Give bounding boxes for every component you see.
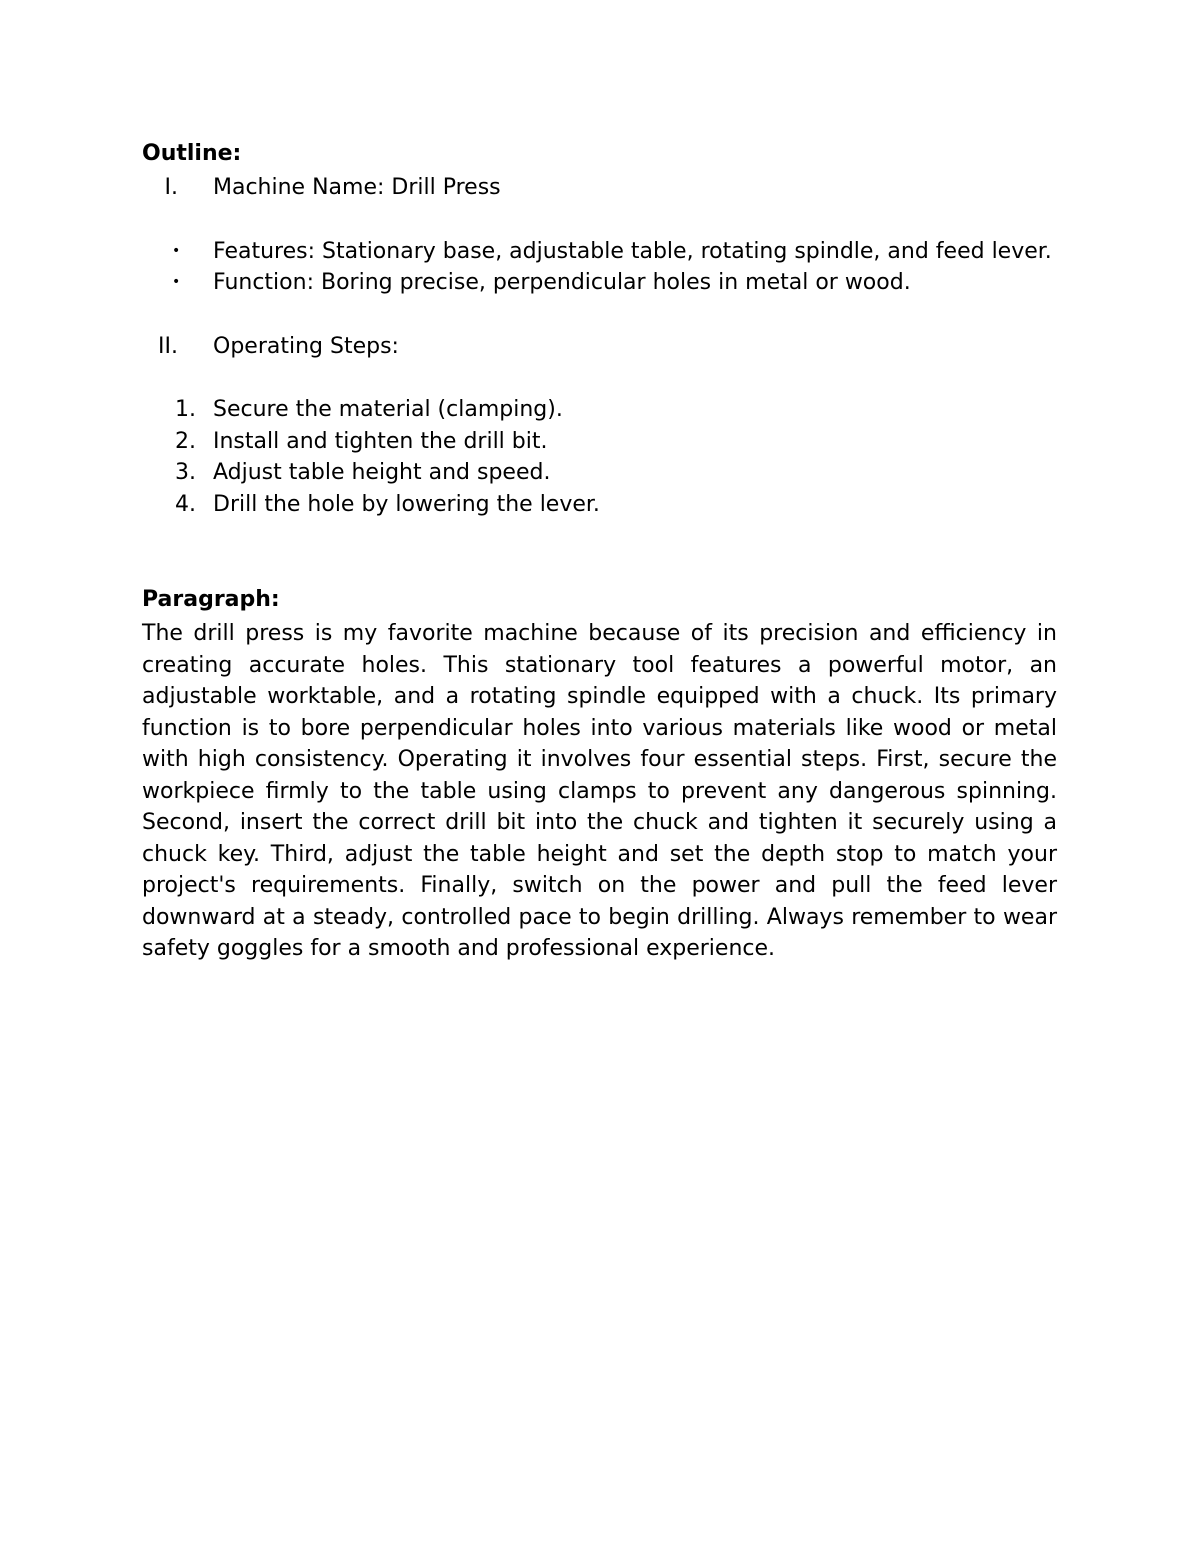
outline-section-1: [142, 172, 1057, 204]
steps-list: [142, 394, 1057, 520]
list-item: [142, 489, 1057, 521]
outline-section-2: [142, 331, 1057, 363]
section-title: Machine Name: Drill Press: [213, 175, 501, 200]
list-item: [142, 457, 1057, 489]
step-number: 2.: [175, 428, 196, 454]
paragraph-heading: Paragraph:: [142, 587, 280, 612]
list-item: [142, 426, 1057, 458]
step-number: 4.: [175, 491, 196, 517]
bullet-text: Features: Stationary base, adjustable table, rotating spindle, and feed lever.: [213, 238, 1052, 264]
list-item: [142, 236, 1057, 268]
section-title: Operating Steps:: [213, 333, 399, 359]
bullet-icon: •: [172, 274, 181, 290]
step-text: Install and tighten the drill bit.: [213, 428, 548, 454]
roman-marker: II.: [158, 333, 178, 359]
outline-heading: Outline:: [142, 141, 242, 166]
bullet-icon: •: [172, 242, 181, 259]
roman-marker: I.: [164, 175, 178, 200]
step-text: Adjust table height and speed.: [213, 460, 551, 485]
step-text: Secure the material (clamping).: [213, 397, 563, 422]
step-number: 1.: [175, 397, 196, 422]
list-item: [142, 267, 1057, 299]
step-number: 3.: [175, 460, 196, 485]
features-list: [142, 236, 1057, 299]
document-content: [142, 138, 1057, 965]
step-text: Drill the hole by lowering the lever.: [213, 491, 600, 517]
bullet-text: Function: Boring precise, perpendicular holes in metal or wood.: [213, 270, 911, 295]
list-item: [142, 394, 1057, 426]
paragraph-body: The drill press is my favorite machine because of its precision and efficiency in creating accurate holes. This stationary tool features a powerful motor, an adjustable worktable, and a rotating spindle equipped with a chuck. Its primary function is to bore perpendicular holes into various materials like wood or metal with high consistency. Operating it involves four essential steps. First, secure the workpiece firmly to the table using clamps to prevent any dangerous spinning. Second, insert the correct drill bit into the chuck and tighten it securely using a chuck key. Third, adjust the table height and set the depth stop to match your project's requirements. Finally, switch on the power and pull the feed lever downward at a steady, controlled pace to begin drilling. Always remember to wear safety goggles for a smooth and professional experience.: [142, 621, 1057, 961]
